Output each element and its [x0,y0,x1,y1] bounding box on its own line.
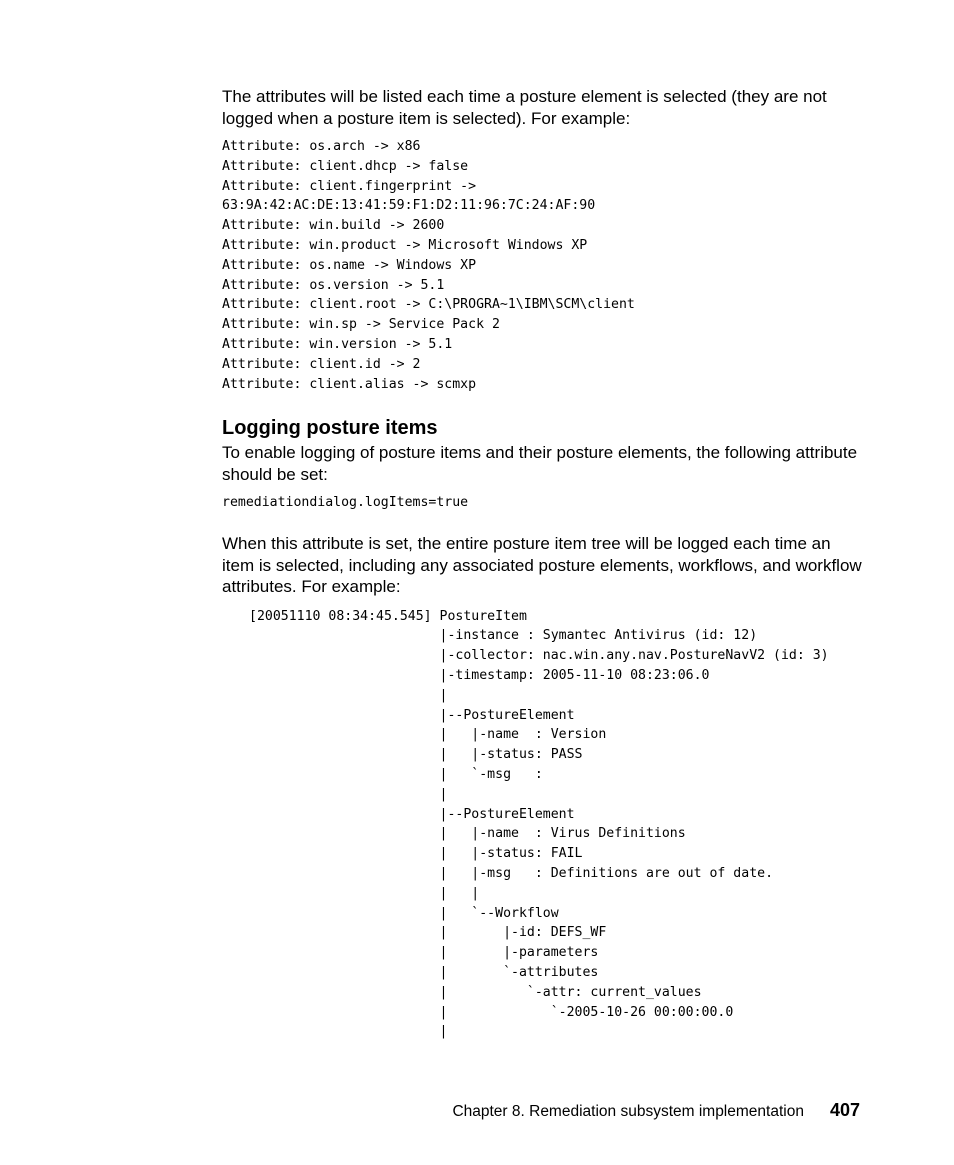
attribute-line: Attribute: client.dhcp -> false [222,158,469,174]
tree-line: | [249,1024,448,1040]
attribute-line: Attribute: os.name -> Windows XP [222,257,477,273]
attribute-line: Attribute: os.version -> 5.1 [222,277,445,293]
attribute-line: 63:9A:42:AC:DE:13:41:59:F1:D2:11:96:7C:24:AF:90 [222,198,596,214]
tree-line: | |-id: DEFS_WF [249,925,607,941]
attribute-line: Attribute: os.arch -> x86 [222,139,421,154]
tree-line: | |-name : Version [249,727,607,743]
attribute-line: Attribute: client.id -> 2 [222,356,421,372]
tree-line: | `-attributes [249,965,599,980]
section-heading: Logging posture items [222,417,438,440]
attribute-code-block [222,137,862,394]
tree-line: | `-attr: current_values [249,984,702,1000]
footer-chapter-title: Chapter 8. Remediation subsystem implementation [452,1103,804,1120]
attribute-line: Attribute: win.build -> 2600 [222,218,445,234]
attribute-line: Attribute: win.sp -> Service Pack 2 [222,317,500,333]
tree-line: | `--Workflow [249,905,559,921]
page-footer [452,1099,860,1123]
attribute-line: Attribute: win.product -> Microsoft Windows XP [222,237,588,253]
tree-paragraph: When this attribute is set, the entire posture item tree will be logged each time an item is selected, including any associated posture elements, workflows, and workflow attributes. For example: [222,534,862,597]
tree-line: | [249,687,448,703]
document-page [222,86,862,1042]
tree-line: | [249,786,448,802]
tree-line: | | [249,885,480,901]
tree-line: |--PostureElement [249,707,575,723]
config-code-line: remediationdialog.logItems=true [222,495,469,511]
intro-paragraph: The attributes will be listed each time a posture element is selected (they are not logged when a posture item is selected). For example: [222,87,827,128]
tree-line: | `-msg : [249,767,543,783]
tree-line: |--PostureElement [249,806,575,822]
tree-line: |-instance : Symantec Antivirus (id: 12) [249,628,758,644]
tree-line: | |-name : Virus Definitions [249,826,686,842]
tree-line: | |-parameters [249,945,599,961]
tree-line: |-collector: nac.win.any.nav.PostureNavV2 (id: 3) [249,648,829,664]
posture-tree-code-block [249,607,862,1043]
tree-line: | |-status: PASS [249,747,583,763]
tree-line: | |-msg : Definitions are out of date. [249,866,774,882]
tree-line: |-timestamp: 2005-11-10 08:23:06.0 [249,668,710,684]
logging-paragraph: To enable logging of posture items and their posture elements, the following attribute should be set: [222,443,858,484]
attribute-line: Attribute: client.alias -> scmxp [222,376,477,392]
tree-line: | `-2005-10-26 00:00:00.0 [249,1004,734,1020]
tree-line: [20051110 08:34:45.545] PostureItem [249,608,527,624]
attribute-line: Attribute: client.root -> C:\PROGRA~1\IBM\SCM\client [222,297,635,313]
page-number: 407 [829,1100,860,1120]
tree-line: | |-status: FAIL [249,846,583,862]
attribute-line: Attribute: client.fingerprint -> [222,178,477,194]
attribute-line: Attribute: win.version -> 5.1 [222,336,453,352]
